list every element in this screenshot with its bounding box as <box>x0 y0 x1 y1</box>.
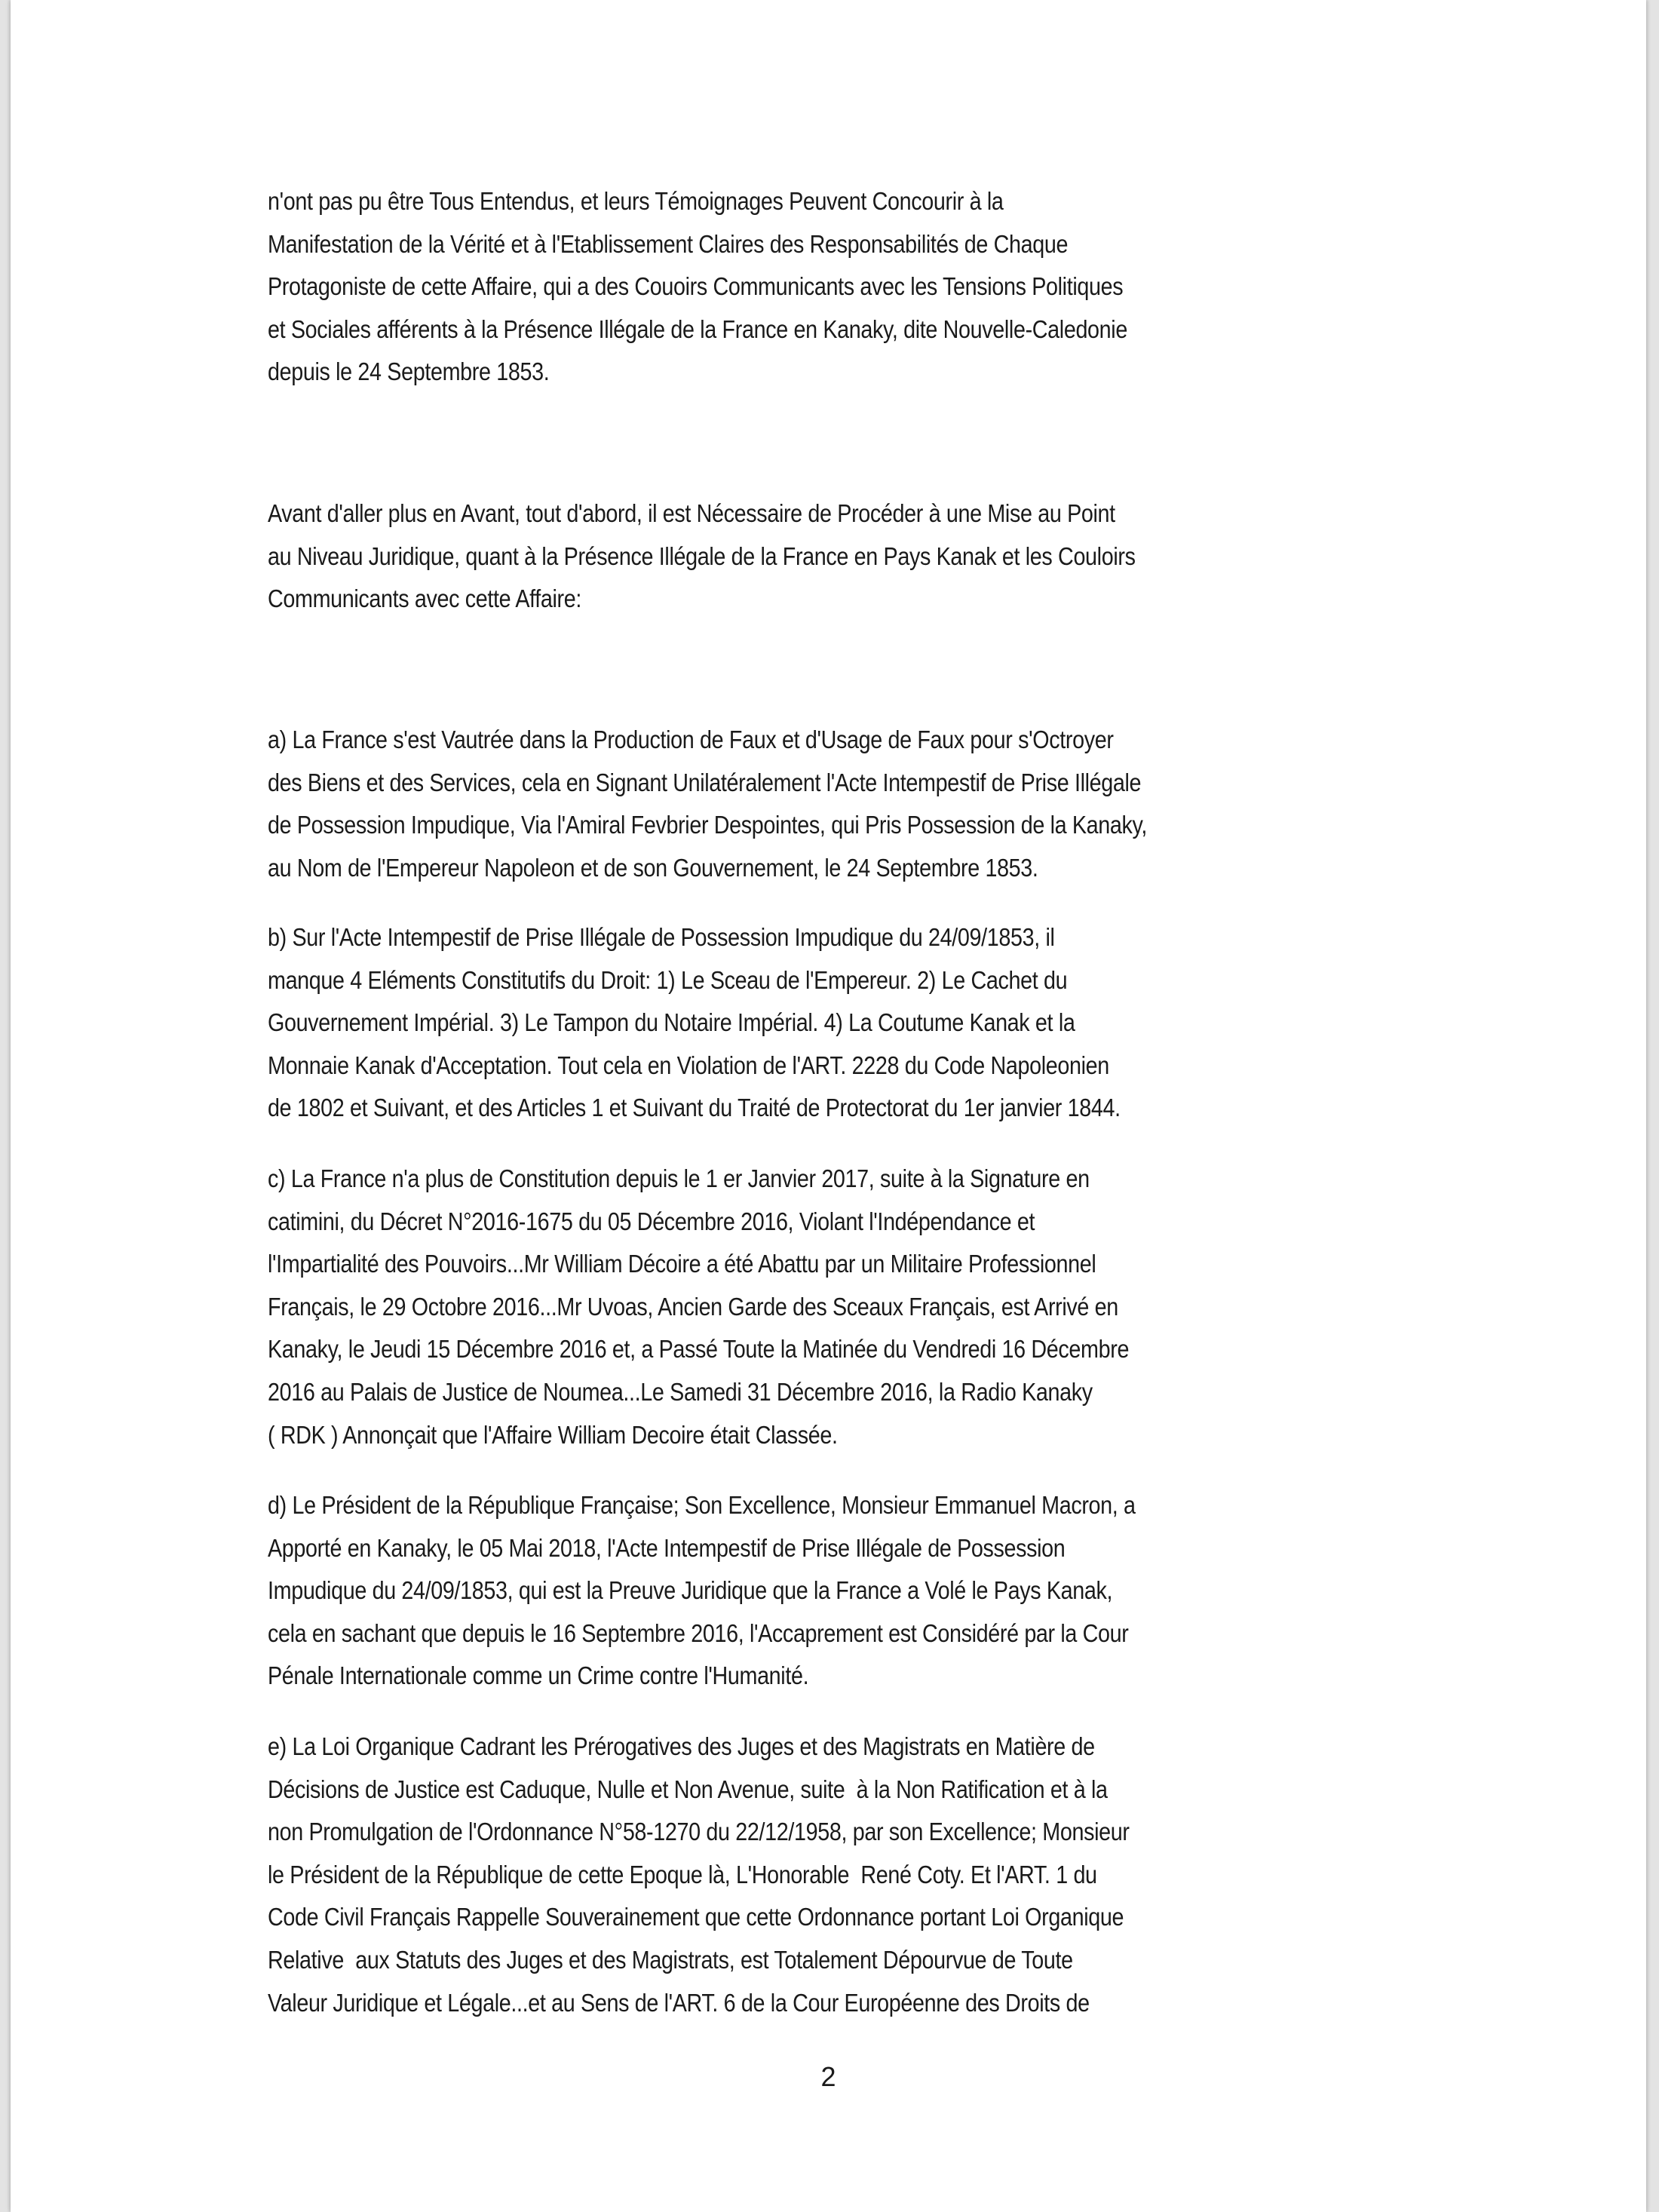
text-line: le Président de la République de cette Epoque là, L'Honorable René Coty. Et l'ART. 1 du <box>268 1860 1097 1888</box>
paragraph-intro-continuation <box>268 180 1444 394</box>
paragraph-preamble <box>268 492 1444 621</box>
text-line: 2016 au Palais de Justice de Noumea...Le Samedi 31 Décembre 2016, la Radio Kanaky <box>268 1377 1093 1406</box>
document-page <box>11 0 1646 2212</box>
paragraph-point-b <box>268 916 1444 1130</box>
text-line: ( RDK ) Annonçait que l'Affaire William Decoire était Classée. <box>268 1420 838 1449</box>
text-line: Apporté en Kanaky, le 05 Mai 2018, l'Acte Intempestif de Prise Illégale de Possession <box>268 1533 1066 1562</box>
text-line: au Niveau Juridique, quant à la Présence Illégale de la France en Pays Kanak et les Couloirs <box>268 541 1136 570</box>
text-line: a) La France s'est Vautrée dans la Production de Faux et d'Usage de Faux pour s'Octroyer <box>268 726 1114 753</box>
text-line: c) La France n'a plus de Constitution depuis le 1 er Janvier 2017, suite à la Signature en <box>268 1164 1090 1192</box>
text-line: Code Civil Français Rappelle Souverainement que cette Ordonnance portant Loi Organique <box>268 1903 1124 1931</box>
text-line: Manifestation de la Vérité et à l'Etablissement Claires des Responsabilités de Chaque <box>268 229 1069 258</box>
text-line: Communicants avec cette Affaire: <box>268 584 581 613</box>
paragraph-point-e <box>268 1726 1444 2024</box>
text-line: au Nom de l'Empereur Napoleon et de son Gouvernement, le 24 Septembre 1853. <box>268 853 1038 882</box>
text-line: e) La Loi Organique Cadrant les Prérogatives des Juges et des Magistrats en Matière de <box>268 1732 1095 1760</box>
paragraph-point-c <box>268 1158 1444 1456</box>
text-line: de 1802 et Suivant, et des Articles 1 et Suivant du Traité de Protectorat du 1er janvier 1844. <box>268 1094 1121 1122</box>
text-line: Décisions de Justice est Caduque, Nulle et Non Avenue, suite à la Non Ratification et à la <box>268 1775 1108 1803</box>
text-line: n'ont pas pu être Tous Entendus, et leurs Témoignages Peuvent Concourir à la <box>268 187 1004 215</box>
text-line: Gouvernement Impérial. 3) Le Tampon du Notaire Impérial. 4) La Coutume Kanak et la <box>268 1008 1075 1037</box>
text-line: Kanaky, le Jeudi 15 Décembre 2016 et, a Passé Toute la Matinée du Vendredi 16 Décembre <box>268 1335 1130 1364</box>
text-line: Valeur Juridique et Légale...et au Sens de l'ART. 6 de la Cour Européenne des Droits de <box>268 1988 1090 2017</box>
text-line: Impudique du 24/09/1853, qui est la Preuve Juridique que la France a Volé le Pays Kanak, <box>268 1576 1113 1605</box>
text-line: d) Le Président de la République Française; Son Excellence, Monsieur Emmanuel Macron, a <box>268 1491 1136 1519</box>
text-line: l'Impartialité des Pouvoirs...Mr William Décoire a été Abattu par un Militaire Professionnel <box>268 1250 1096 1278</box>
text-line: Protagoniste de cette Affaire, qui a des Couoirs Communicants avec les Tensions Politiques <box>268 272 1124 301</box>
text-line: b) Sur l'Acte Intempestif de Prise Illégale de Possession Impudique du 24/09/1853, il <box>268 923 1055 951</box>
paragraph-point-a <box>268 719 1444 889</box>
text-line: catimini, du Décret N°2016-1675 du 05 Décembre 2016, Violant l'Indépendance et <box>268 1207 1035 1235</box>
text-line: Français, le 29 Octobre 2016...Mr Uvoas, Ancien Garde des Sceaux Français, est Arrivé en <box>268 1292 1118 1321</box>
text-line: des Biens et des Services, cela en Signant Unilatéralement l'Acte Intempestif de Prise Illégale <box>268 768 1142 796</box>
page-number: 2 <box>820 2061 836 2092</box>
text-line: de Possession Impudique, Via l'Amiral Fevbrier Despointes, qui Pris Possession de la Kanaky, <box>268 811 1148 839</box>
text-line: Monnaie Kanak d'Acceptation. Tout cela en Violation de l'ART. 2228 du Code Napoleonien <box>268 1051 1109 1079</box>
text-line: cela en sachant que depuis le 16 Septembre 2016, l'Accaprement est Considéré par la Cour <box>268 1618 1129 1647</box>
text-line: Avant d'aller plus en Avant, tout d'abord, il est Nécessaire de Procéder à une Mise au Point <box>268 499 1115 527</box>
text-line: Pénale Internationale comme un Crime contre l'Humanité. <box>268 1661 809 1690</box>
text-line: manque 4 Eléments Constitutifs du Droit: 1) Le Sceau de l'Empereur. 2) Le Cachet du <box>268 965 1068 994</box>
text-line: et Sociales afférents à la Présence Illégale de la France en Kanaky, dite Nouvelle-Caledonie <box>268 314 1127 343</box>
text-line: depuis le 24 Septembre 1853. <box>268 357 550 386</box>
text-line: non Promulgation de l'Ordonnance N°58-1270 du 22/12/1958, par son Excellence; Monsieur <box>268 1818 1130 1846</box>
paragraph-point-d <box>268 1484 1444 1698</box>
text-line: Relative aux Statuts des Juges et des Magistrats, est Totalement Dépourvue de Toute <box>268 1945 1073 1974</box>
